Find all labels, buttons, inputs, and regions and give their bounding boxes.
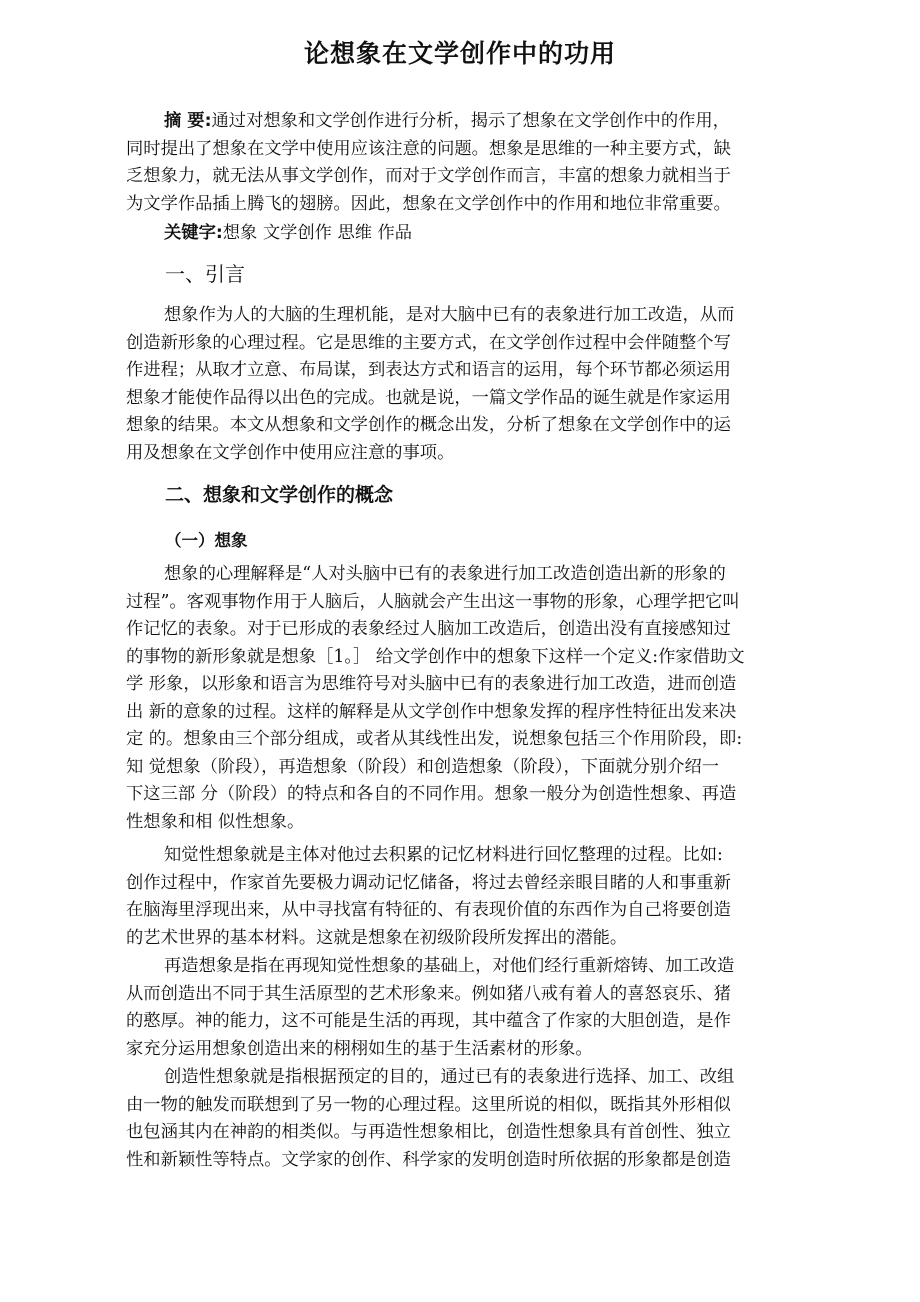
abstract-line: 乏想象力，就无法从事文学创作，而对于文学创作而言，丰富的想象力就相当于 [126, 166, 731, 186]
subsection-heading-imagination: （一）想象 [165, 531, 248, 550]
keywords-text: 想象 文学创作 思维 作品 [222, 223, 413, 243]
section-heading-concepts: 二、想象和文学创作的概念 [165, 484, 394, 506]
imagination-paragraph-1: 想象的心理解释是“人对头脑中已有的表象进行加工改造创造出新的形象的 过程”。客观事物作用于人脑后，人脑就会产生出这一事物的形象，心理学把它叫 作记忆的表象。对于已形成的表象经过人脑加工改造后，创造出没有直接感知过 的事物的新形象就是想象［1。］ 给文学创作中的想象下这样一个定义:作家借助文 学 形象，以形象和语言为思维符号对头脑中已有的表象进行加工改造，进而创造 出 新的意象的过程。这样的解释是从文学创作中想象发挥的程序性特征出发来决 定 的。想象由三个部分组成，或者从其线性出发，说想象包括三个作用阶段，即: 知 觉想象（阶段），再造想象（阶段）和创造想象（阶段），下面就分别介绍一 下这三部 分（阶段）的特点和各自的不同作用。想象一般分为创造性想象、再造 性想象和相 似性想象。 [126, 564, 745, 832]
intro-paragraph: 想象作为人的大脑的生理机能，是对大脑中已有的表象进行加工改造，从而 创造新形象的心理过程。它是思维的主要方式，在文学创作过程中会伴随整个写 作进程；从取才立意、布局谋，到表达方式和语言的运用，每个环节都必须运用 想象才能使作品得以出色的完成。也就是说，一篇文学作品的诞生就是作家运用 想象的结果。本文从想象和文学创作的概念出发，分析了想象在文学创作中的运 用及想象在文学创作中使用应注意的事项。 [126, 305, 735, 463]
keywords-label: 关键字: [164, 223, 223, 243]
section-heading-intro: 一、引言 [165, 262, 245, 286]
abstract-paragraph [126, 108, 790, 218]
keywords-paragraph [126, 220, 790, 248]
abstract-line: 为文学作品插上腾飞的翅膀。因此，想象在文学创作中的作用和地位非常重要。 [126, 193, 731, 214]
creative-imagination-paragraph: 创造性想象就是指根据预定的目的，通过已有的表象进行选择、加工、改组 由一物的触发而联想到了另一物的心理过程。这里所说的相似，既指其外形相似 也包涵其内在神韵的相类似。与再造性想象相比，创造性想象具有首创性、独立 性和新颖性等特点。文学家的创作、科学家的发明创造时所依据的形象都是创造 [126, 1067, 735, 1170]
page-title: 论想象在文学创作中的功用 [303, 39, 616, 68]
abstract-line: 同时提出了想象在文学中使用应该注意的问题。想象是思维的一种主要方式，缺 [126, 138, 731, 159]
reproductive-imagination-paragraph: 再造想象是指在再现知觉性想象的基础上，对他们经行重新熔铸、加工改造 从而创造出不同于其生活原型的艺术形象来。例如猪八戒有着人的喜怒哀乐、猪 的憨厚。神的能力，这不可能是生活的再现，其中蕴含了作家的大胆创造，是作 家充分运用想象创造出来的栩栩如生的基于生活素材的形象。 [126, 956, 735, 1059]
perceptual-imagination-paragraph: 知觉性想象就是主体对他过去积累的记忆材料进行回忆整理的过程。比如: 创作过程中，作家首先要极力调动记忆储备，将过去曾经亲眼目睹的人和事重新 在脑海里浮现出来，从中寻找富有特征的、有表现价值的东西作为自己将要创造 的艺术世界的基本材料。这就是想象在初级阶段所发挥出的潜能。 [126, 845, 731, 948]
abstract-line: 摘 要:通过对想象和文学创作进行分析，揭示了想象在文学创作中的作用， [164, 111, 730, 131]
abstract-label: 摘 要: [164, 111, 212, 131]
